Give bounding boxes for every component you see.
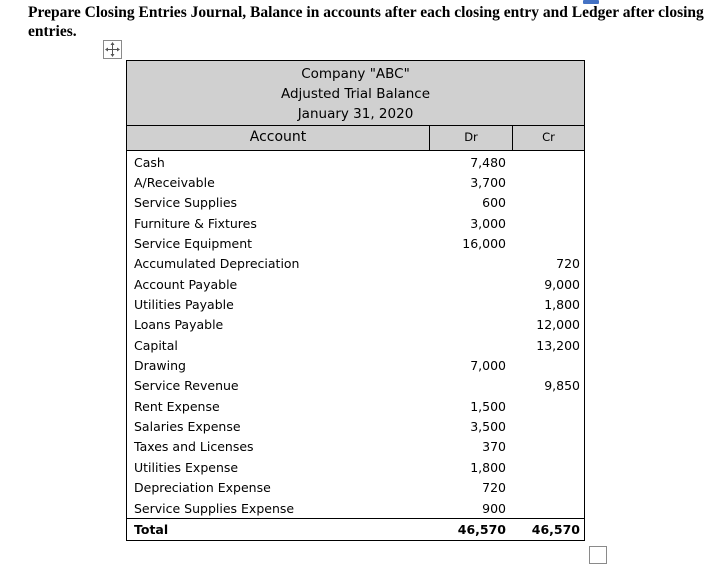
account-rows (127, 151, 584, 518)
table-row (127, 335, 584, 355)
debit-column-header: Dr (430, 126, 513, 150)
debit-amount: 7,480 (470, 154, 506, 170)
debit-amount: 370 (482, 439, 506, 455)
total-label: Total (134, 522, 169, 538)
table-row (127, 437, 584, 457)
table-row (127, 233, 584, 253)
account-name: Depreciation Expense (134, 480, 271, 496)
company-name: Company "ABC" (301, 66, 410, 82)
account-name: Accumulated Depreciation (134, 256, 300, 272)
total-credit: 46,570 (531, 522, 580, 538)
debit-amount: 600 (482, 195, 506, 211)
account-name: Taxes and Licenses (134, 439, 254, 455)
table-row (127, 396, 584, 416)
account-name: Utilities Payable (134, 297, 234, 313)
debit-amount: 900 (482, 500, 506, 516)
credit-amount: 13,200 (536, 337, 580, 353)
move-arrows-icon[interactable] (103, 40, 122, 59)
table-row (127, 498, 584, 518)
account-name: Furniture & Fixtures (134, 215, 257, 231)
debit-amount: 3,500 (470, 419, 506, 435)
credit-amount: 9,850 (544, 378, 580, 394)
account-column-header: Account (127, 126, 430, 150)
table-row (127, 478, 584, 498)
table-row (127, 254, 584, 274)
account-name: Capital (134, 337, 178, 353)
credit-amount: 720 (556, 256, 580, 272)
credit-amount: 1,800 (544, 297, 580, 313)
debit-amount: 16,000 (462, 236, 506, 252)
account-name: A/Receivable (134, 175, 215, 191)
table-row (127, 172, 584, 192)
table-row (127, 457, 584, 477)
account-name: Salaries Expense (134, 419, 241, 435)
account-name: Service Revenue (134, 378, 239, 394)
account-name: Utilities Expense (134, 459, 239, 475)
table-row (127, 294, 584, 314)
credit-column-header: Cr (542, 130, 555, 144)
table-row (127, 193, 584, 213)
credit-amount: 9,000 (544, 276, 580, 292)
account-name: Service Supplies (134, 195, 238, 211)
table-row (127, 355, 584, 375)
account-name: Drawing (134, 358, 186, 374)
table-row (127, 416, 584, 436)
table-row (127, 376, 584, 396)
debit-amount: 3,700 (470, 175, 506, 191)
report-title: Adjusted Trial Balance (280, 86, 431, 102)
account-name: Loans Payable (134, 317, 224, 333)
account-name: Cash (134, 154, 165, 170)
table-title-block (127, 61, 584, 126)
column-header-row (127, 126, 584, 151)
report-date: January 31, 2020 (297, 106, 414, 122)
total-debit: 46,570 (457, 522, 506, 538)
account-name: Service Equipment (134, 236, 253, 252)
debit-amount: 1,800 (470, 459, 506, 475)
trial-balance-table (126, 60, 585, 541)
account-name: Service Supplies Expense (134, 500, 295, 516)
account-name: Account Payable (134, 276, 238, 292)
debit-amount: 1,500 (470, 398, 506, 414)
total-row (127, 518, 584, 540)
credit-amount: 12,000 (536, 317, 580, 333)
debit-amount: 720 (482, 480, 506, 496)
table-row (127, 152, 584, 172)
table-row (127, 274, 584, 294)
account-name: Rent Expense (134, 398, 220, 414)
bottom-checkbox[interactable] (589, 546, 607, 564)
table-row (127, 213, 584, 233)
debit-amount: 3,000 (470, 215, 506, 231)
debit-amount: 7,000 (470, 358, 506, 374)
instruction-text: Prepare Closing Entries Journal, Balance in accounts after each closing entry and Ledger after closing entries. (28, 4, 704, 40)
table-row (127, 315, 584, 335)
top-checkbox[interactable] (583, 0, 599, 4)
